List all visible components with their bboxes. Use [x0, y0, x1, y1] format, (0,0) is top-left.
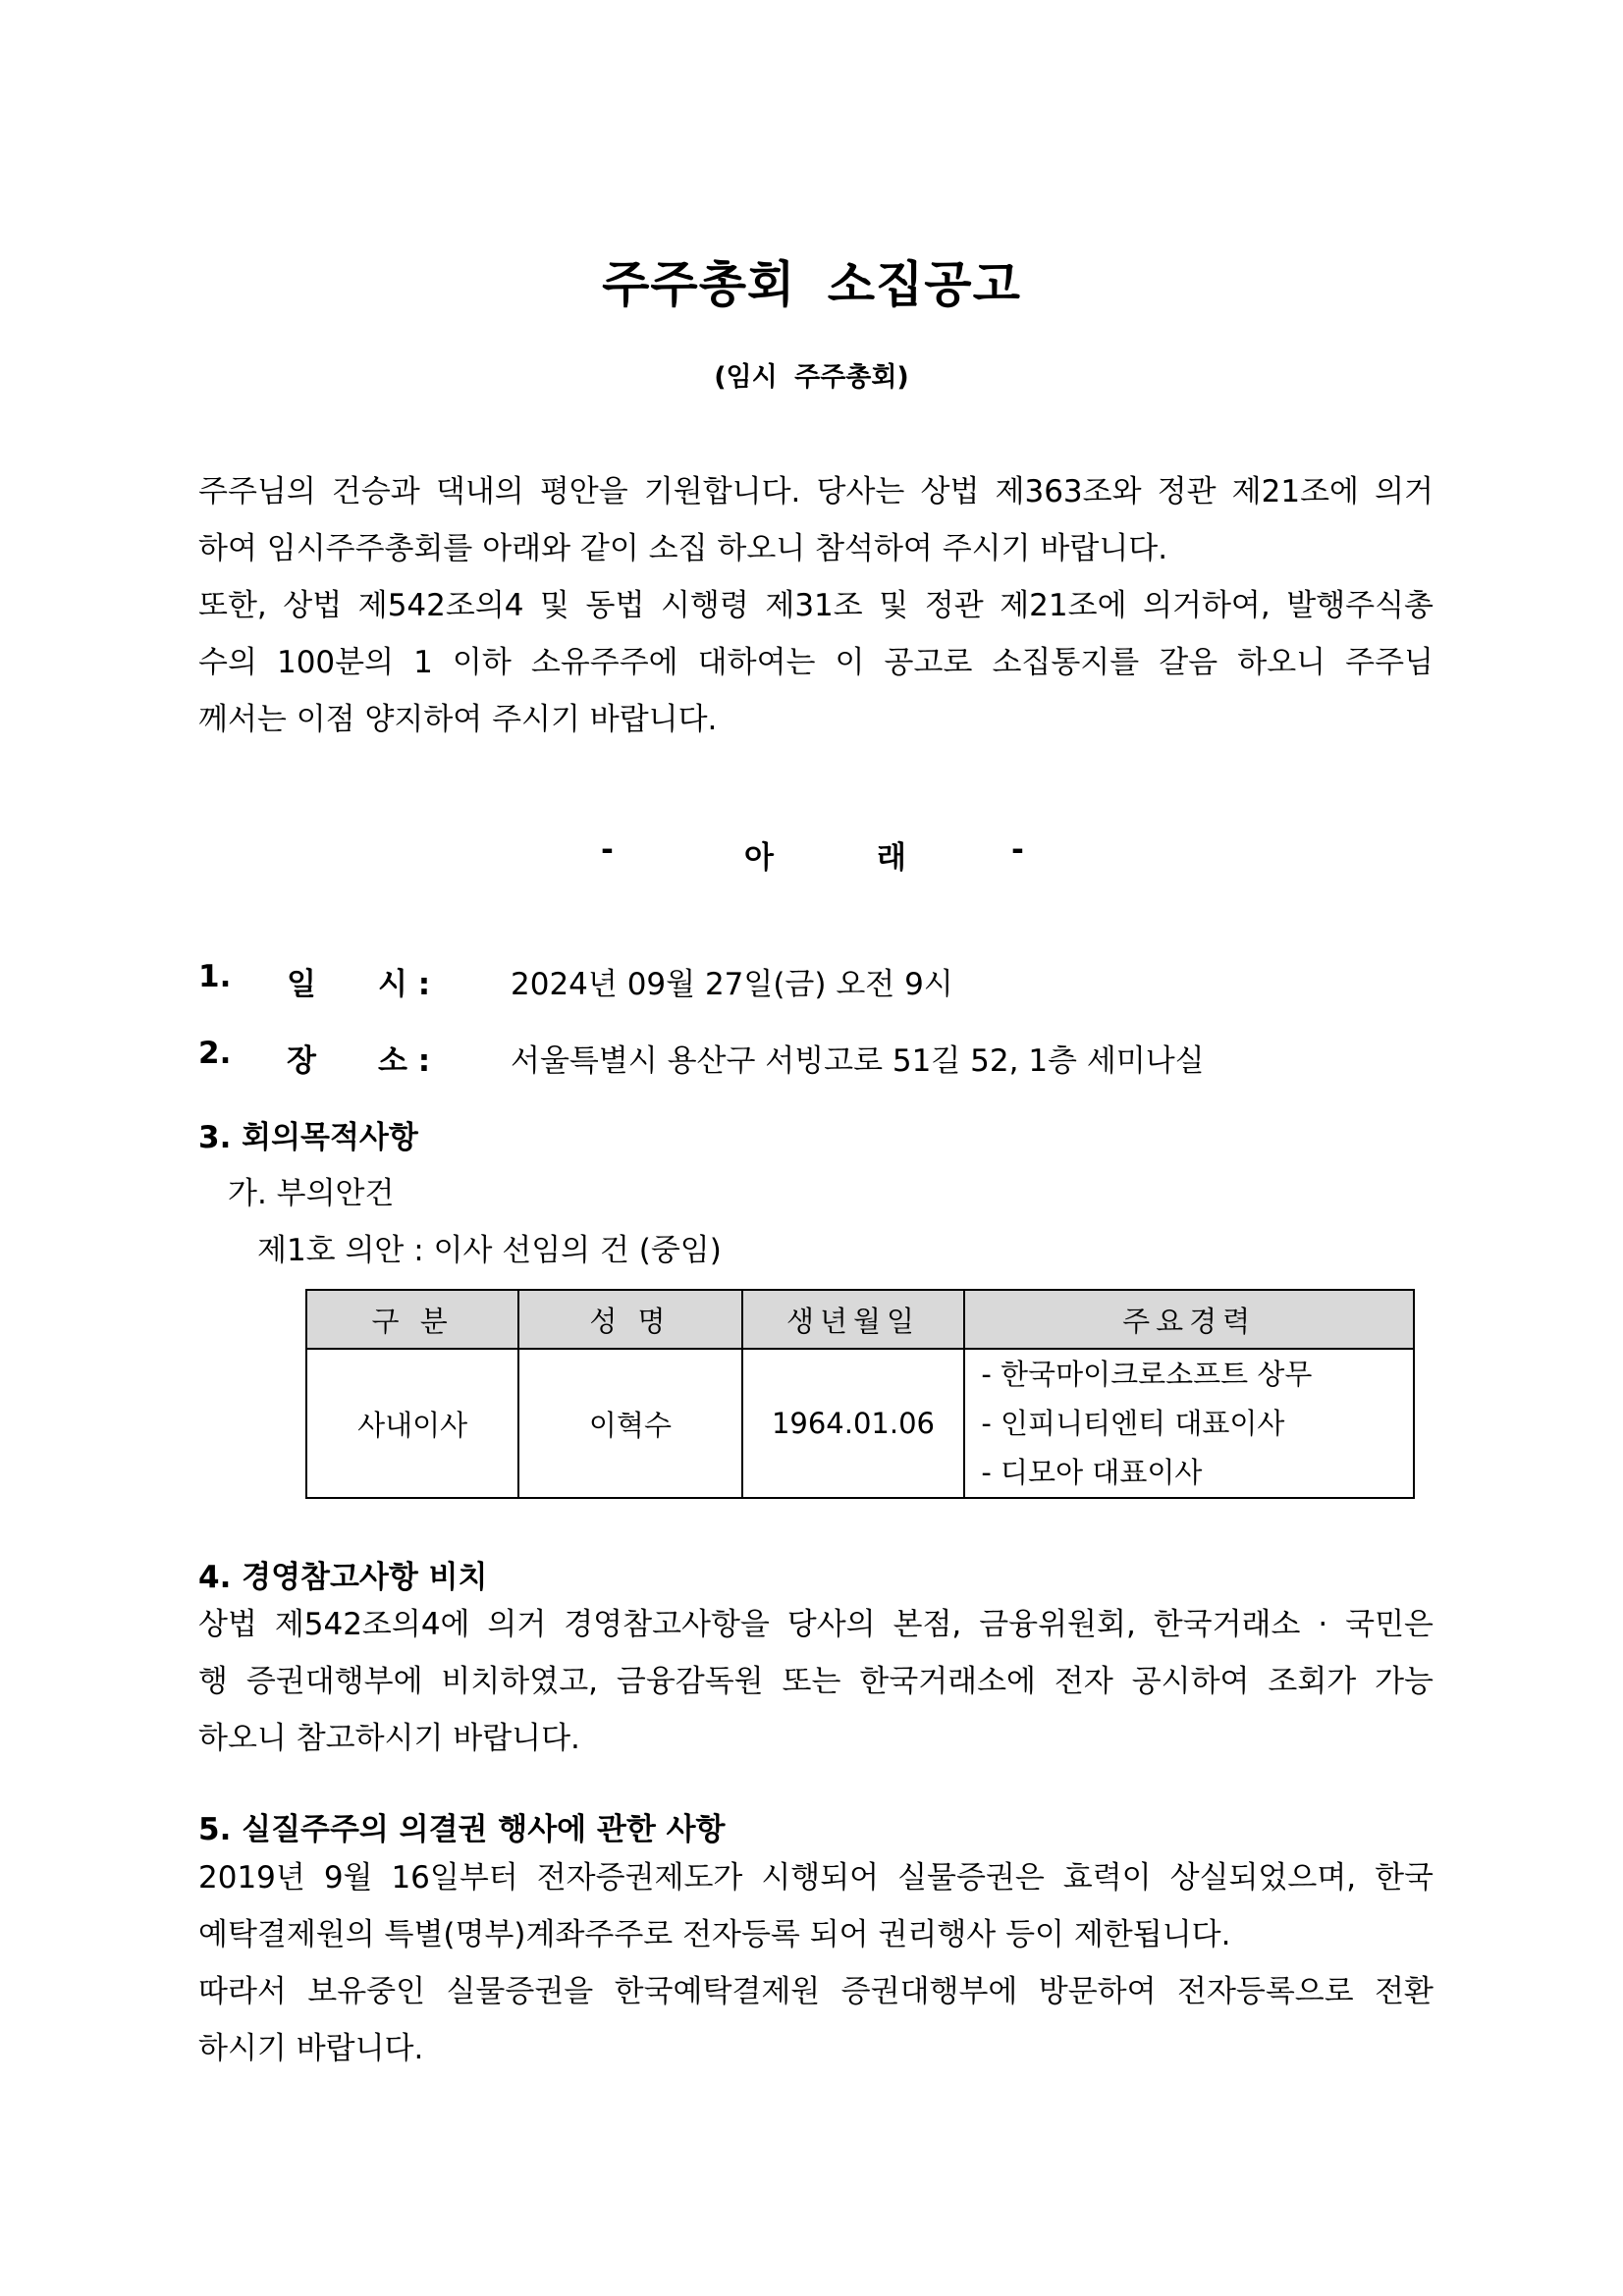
intro-line: 하여 임시주주총회를 아래와 같이 소집 하오니 참석하여 주시기 바랍니다.	[198, 531, 1168, 566]
item-number: 1.	[198, 959, 232, 994]
item-number: 2.	[198, 1036, 232, 1071]
intro-line: 또한, 상법 제542조의4 및 동법 시행령 제31조 및 정관 제21조에 의거하여, 발행주식총	[198, 588, 1434, 623]
column-header: 생년월일	[742, 1290, 965, 1349]
section5-line: 따라서 보유중인 실물증권을 한국예탁결제원 증권대행부에 방문하여 전자등록으로 전환	[198, 1974, 1434, 2009]
column-header: 주요경력	[964, 1290, 1414, 1349]
section4-line: 행 증권대행부에 비치하였고, 금융감독원 또는 한국거래소에 전자 공시하여 조회가 가능	[198, 1664, 1434, 1699]
career-item: - 한국마이크로소프트 상무	[981, 1358, 1313, 1391]
notice-mark-dash-left: -	[601, 832, 614, 868]
page-title: 주주총회 소집공고	[602, 256, 1021, 313]
item-label: 장	[287, 1043, 316, 1079]
notice-mark-char: 래	[877, 840, 906, 876]
intro-line: 수의 100분의 1 이하 소유주주에 대하여는 이 공고로 소집통지를 갈음 하오니 주주님	[198, 645, 1434, 680]
section5-line: 하시기 바랍니다.	[198, 2031, 424, 2066]
intro-line: 께서는 이점 양지하여 주시기 바랍니다.	[198, 702, 718, 737]
agenda-subheading: 가. 부의안건	[228, 1176, 395, 1211]
column-header: 성 명	[518, 1290, 741, 1349]
section4-line: 하오니 참고하시기 바랍니다.	[198, 1721, 580, 1756]
director-table	[305, 1289, 1415, 1499]
director-birthdate: 1964.01.06	[742, 1349, 965, 1498]
career-item: - 디모아 대표이사	[981, 1456, 1203, 1489]
director-career	[964, 1349, 1414, 1498]
table-row	[306, 1349, 1414, 1498]
section-heading: 4. 경영참고사항 비치	[198, 1560, 488, 1595]
director-name: 이혁수	[518, 1349, 741, 1498]
notice-mark-char: 아	[744, 840, 774, 876]
section-heading: 5. 실질주주의 의결권 행사에 관한 사항	[198, 1812, 726, 1847]
item-label: 일	[287, 967, 316, 1002]
meeting-place: 서울특별시 용산구 서빙고로 51길 52, 1층 세미나실	[511, 1043, 1205, 1079]
director-category: 사내이사	[306, 1349, 518, 1498]
item-label: 소 :	[378, 1043, 431, 1079]
section4-line: 상법 제542조의4에 의거 경영참고사항을 당사의 본점, 금융위원회, 한국거래소 · 국민은	[198, 1607, 1434, 1642]
table-header-row	[306, 1290, 1414, 1349]
section5-line: 2019년 9월 16일부터 전자증권제도가 시행되어 실물증권은 효력이 상실되었으며, 한국	[198, 1860, 1434, 1896]
intro-line: 주주님의 건승과 댁내의 평안을 기원합니다. 당사는 상법 제363조와 정관 제21조에 의거	[198, 474, 1434, 509]
section5-line: 예탁결제원의 특별(명부)계좌주주로 전자등록 되어 권리행사 등이 제한됩니다.	[198, 1917, 1231, 1952]
section-heading: 3. 회의목적사항	[198, 1120, 418, 1155]
column-header: 구 분	[306, 1290, 518, 1349]
page-subtitle: (임시 주주총회)	[714, 362, 909, 393]
item-label: 시 :	[378, 967, 431, 1002]
career-item: - 인피니티엔티 대표이사	[981, 1407, 1285, 1440]
notice-mark-dash-right: -	[1011, 832, 1024, 868]
meeting-datetime: 2024년 09월 27일(금) 오전 9시	[511, 967, 953, 1002]
proposal-line: 제1호 의안 : 이사 선임의 건 (중임)	[257, 1233, 722, 1268]
